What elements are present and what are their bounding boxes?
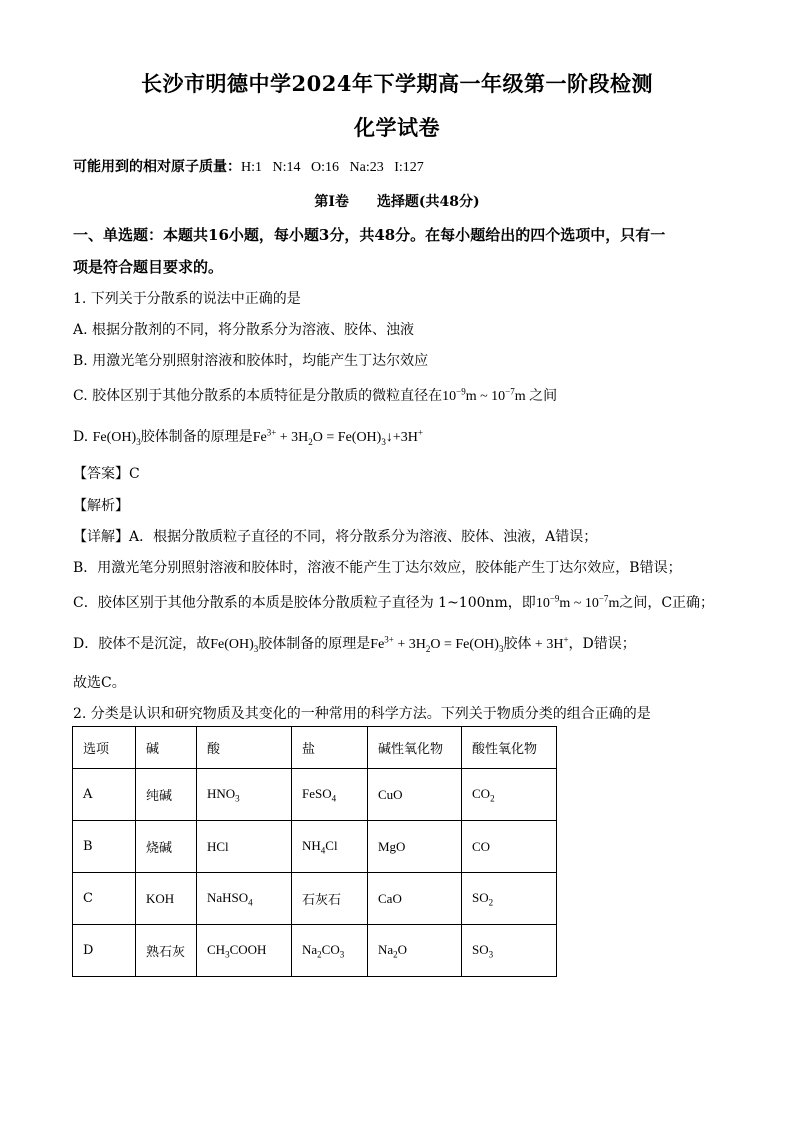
table-cell: $NH_4Cl$ (292, 821, 368, 873)
q1-option-d-label: D. (73, 429, 93, 445)
table-cell: $Na_2O$ (368, 925, 462, 977)
q1-option-c-text: C. 胶体区别于其他分散系的本质特征是分散质的微粒直径在 (73, 388, 443, 404)
q2-classification-table (72, 726, 557, 977)
section-header (0, 191, 794, 211)
table-cell: 纯碱 (136, 769, 197, 821)
q1-detail-d-mid: 胶体制备的原理是 (258, 636, 371, 652)
table-cell: KOH (136, 873, 197, 925)
table-row (73, 821, 557, 873)
q1-option-d-equation: $Fe^{3+} + 3H_2O$ = $Fe(OH)_3↓+3H^+$ (252, 427, 423, 447)
exam-subtitle: 化学试卷 (354, 115, 440, 140)
q1-detail-d-end: ，D错误； (568, 636, 636, 652)
table-cell-option: B (73, 821, 136, 873)
table-header-cell: 选项 (73, 727, 136, 769)
section-instructions-2: 项是符合题目要求的。 (73, 258, 224, 276)
q1-detail-d-equation: $Fe^{3+} + 3H_2O = Fe(OH)_3$胶体 + 3H+ (370, 634, 569, 654)
q1-detail-d-text: D．胶体不是沉淀，故 (73, 636, 211, 652)
table-row (73, 925, 557, 977)
q1-detail-c-formula: $10^{-9}m$ ~ $10^{-7}m$ (535, 593, 620, 611)
q1-option-a: A. 根据分散剂的不同，将分散系分为溶液、胶体、浊液 (73, 322, 415, 338)
table-cell-option: C (73, 873, 136, 925)
table-cell: $SO_3$ (462, 925, 557, 977)
table-cell: $CH_3COOH$ (197, 925, 292, 977)
q1-option-c (73, 385, 557, 405)
table-cell: 熟石灰 (136, 925, 197, 977)
table-cell: HCl (197, 821, 292, 873)
table-header-cell: 酸性氧化物 (462, 727, 557, 769)
exam-title: 长沙市明德中学2024年下学期高一年级第一阶段检测 (141, 71, 653, 96)
q1-option-b: B. 用激光笔分别照射溶液和胶体时，均能产生丁达尔效应 (73, 353, 429, 369)
atomic-masses-values: H:1 N:14 O:16 Na:23 I:127 (241, 160, 424, 175)
table-cell-option: A (73, 769, 136, 821)
q2-stem: 2. 分类是认识和研究物质及其变化的一种常用的科学方法。下列关于物质分类的组合正确的是 (73, 706, 651, 722)
table-cell: CaO (368, 873, 462, 925)
table-cell: FeSO$_4$ (292, 769, 368, 821)
q1-detail-a: 【详解】A．根据分散质粒子直径的不同，将分散系分为溶液、胶体、浊液，A错误； (73, 529, 598, 545)
table-header-cell: 碱 (136, 727, 197, 769)
table-row (73, 873, 557, 925)
q1-detail-b: B．用激光笔分别照射溶液和胶体时，溶液不能产生丁达尔效应，胶体能产生丁达尔效应，B错误； (73, 560, 682, 576)
atomic-masses-label: 可能用到的相对原子质量： (73, 159, 241, 175)
section-instructions-1: 一、单选题：本题共16小题，每小题3分，共48分。在每小题给出的四个选项中，只有一 (73, 226, 666, 244)
q1-detail-d-formula1: $Fe(OH)_3$ (210, 637, 259, 654)
table-cell: MgO (368, 821, 462, 873)
table-row (73, 769, 557, 821)
q1-answer: 【答案】C (73, 466, 140, 482)
table-cell: $HNO_3$ (197, 769, 292, 821)
q1-detail-c-text: C．胶体区别于其他分散系的本质是胶体分散质粒子直径为 1~100nm，即 (73, 595, 536, 611)
atomic-masses-line (73, 156, 424, 176)
table-header-cell: 酸 (197, 727, 292, 769)
q1-detail-c (73, 592, 714, 612)
table-cell: $SO_2$ (462, 873, 557, 925)
q1-detail-d (73, 633, 636, 654)
table-cell-option: D (73, 925, 136, 977)
q1-analysis-label: 【解析】 (73, 498, 129, 514)
q1-conclusion: 故选C。 (73, 675, 126, 691)
table-header-row (73, 727, 557, 769)
table-cell: 烧碱 (136, 821, 197, 873)
q1-option-c-end: 之间 (529, 388, 558, 404)
q1-option-d-formula1: $Fe(OH)_3$ (92, 430, 141, 447)
q1-option-d-text: 胶体制备的原理是 (140, 429, 253, 445)
table-cell: $CO_2$ (462, 769, 557, 821)
table-cell: CO (462, 821, 557, 873)
q1-stem: 1. 下列关于分散系的说法中正确的是 (73, 291, 301, 307)
q1-option-c-formula: $10^{-9}m$ ~ $10^{-7}m$ (442, 386, 530, 404)
table-cell: CuO (368, 769, 462, 821)
table-cell: 石灰石 (292, 873, 368, 925)
table-header-cell: 盐 (292, 727, 368, 769)
section-part: 第Ⅰ卷 (314, 194, 349, 210)
table-header-cell: 碱性氧化物 (368, 727, 462, 769)
table-cell: NaHSO$_4$ (197, 873, 292, 925)
q1-option-d (73, 426, 423, 447)
table-cell: $Na_2CO_3$ (292, 925, 368, 977)
q1-detail-c-end: 之间，C正确； (619, 595, 715, 611)
section-name: 选择题(共48分) (376, 194, 480, 210)
